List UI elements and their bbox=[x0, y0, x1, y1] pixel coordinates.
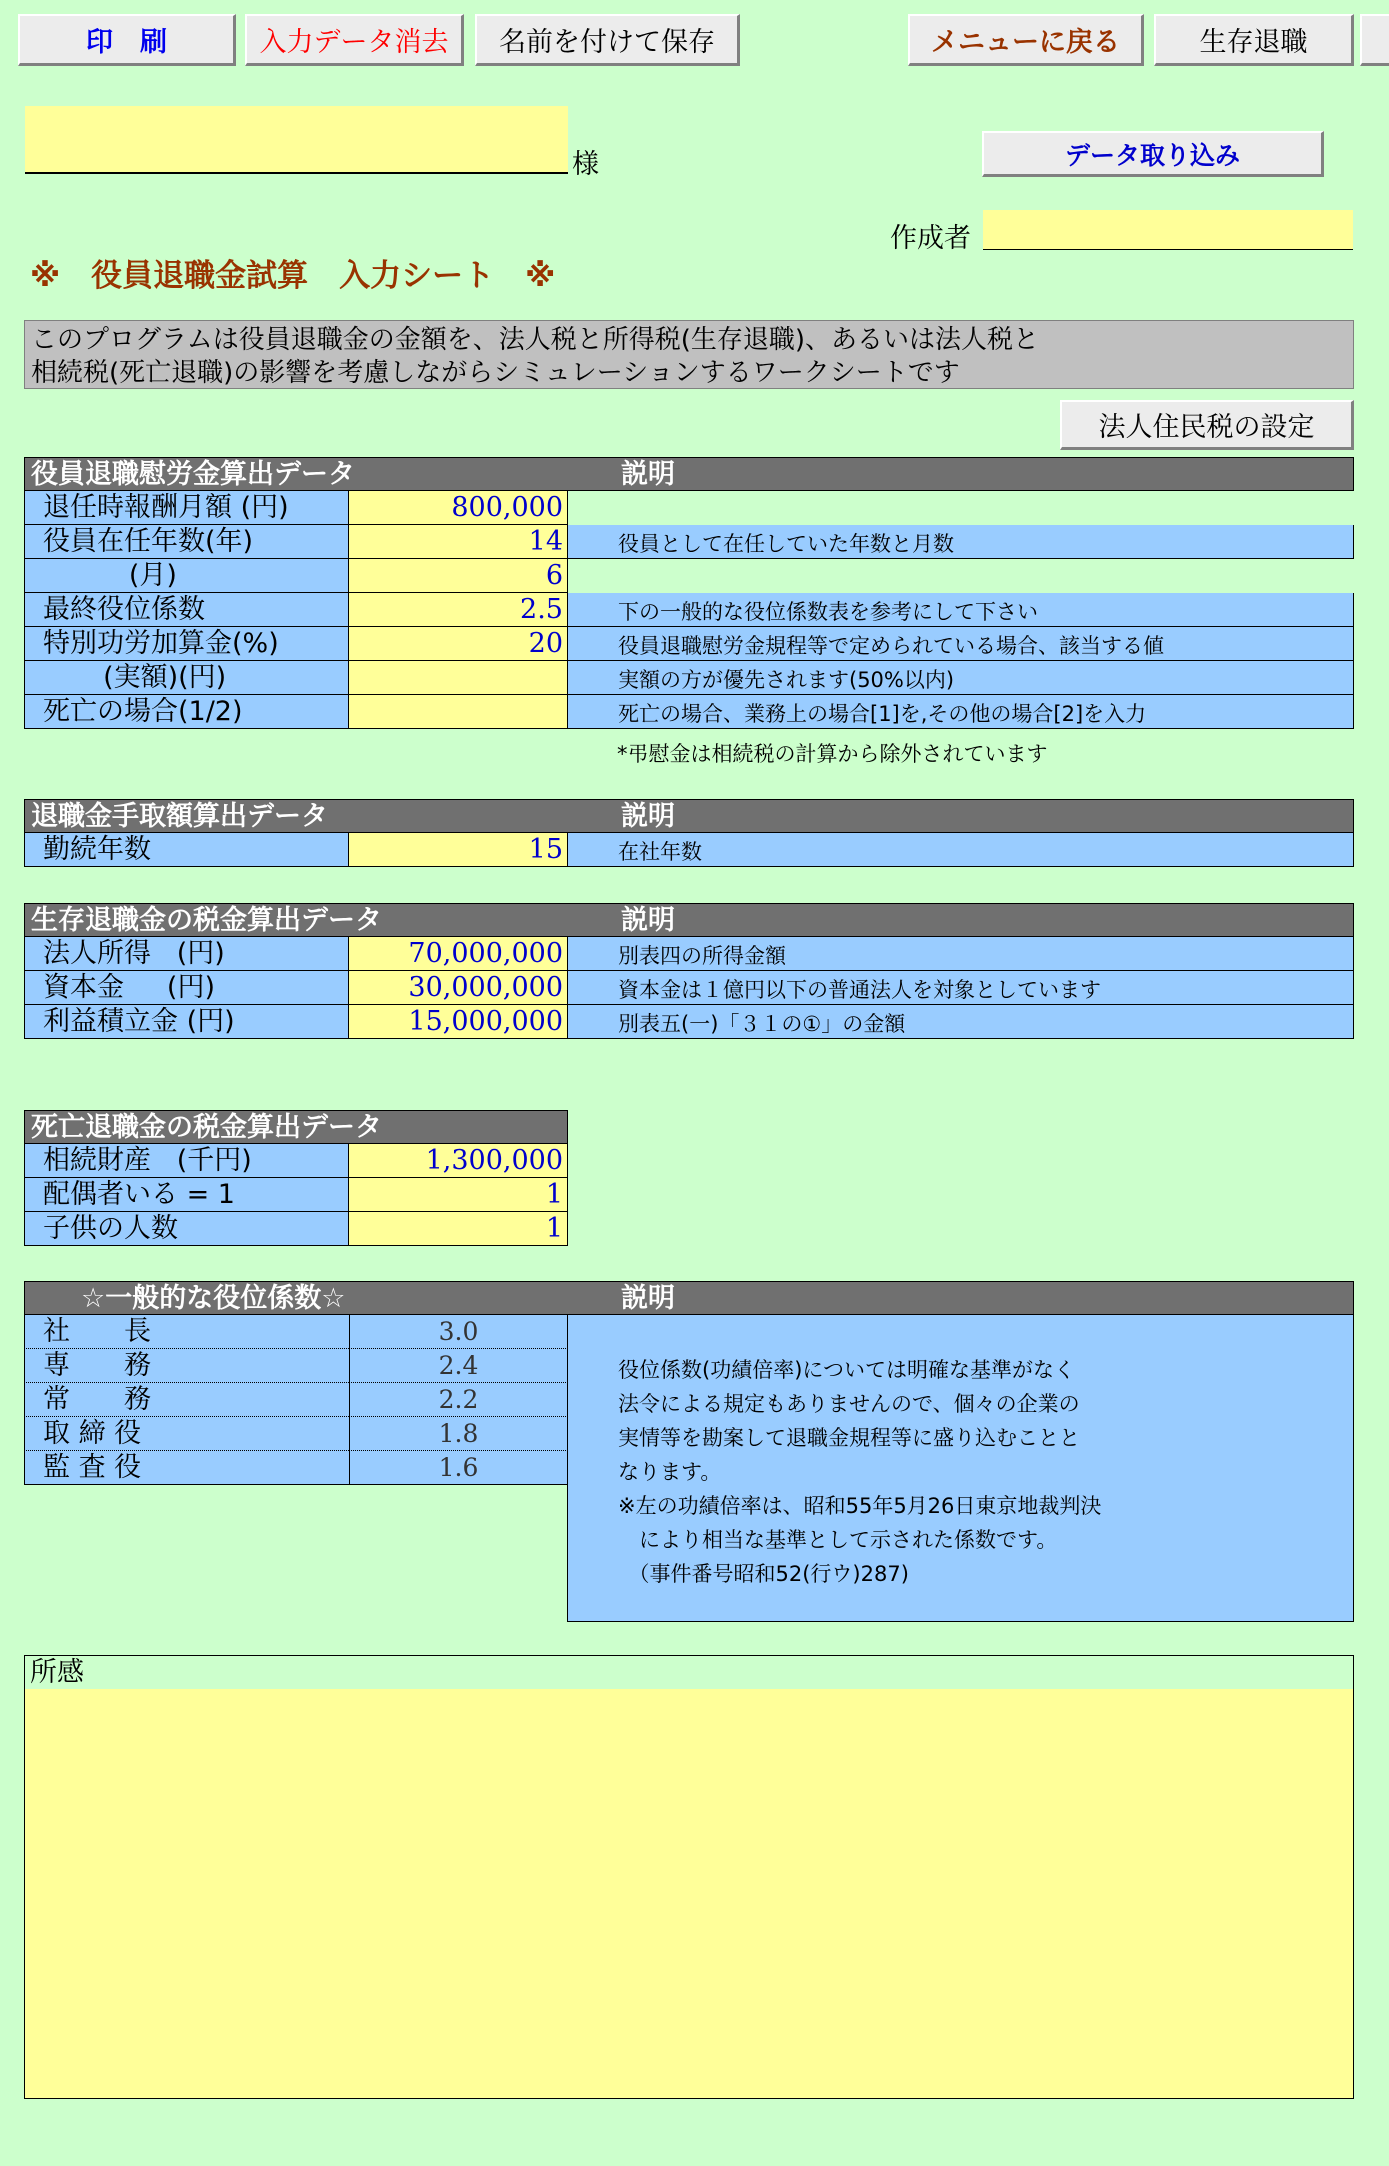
section3-row-desc: 別表五(一)「３１の①」の金額 bbox=[568, 1005, 1354, 1039]
section3-row-label: 法人所得 (円) bbox=[24, 937, 349, 971]
section3-row-desc: 資本金は１億円以下の普通法人を対象としています bbox=[568, 971, 1354, 1005]
section3-desc-header: 説明 bbox=[621, 905, 675, 936]
section5-header bbox=[24, 1281, 1354, 1315]
explanation-line: により相当な基準として示された係数です。 bbox=[618, 1528, 1058, 1552]
section1-desc-header: 説明 bbox=[621, 459, 675, 490]
section1-row-label: (月) bbox=[24, 559, 349, 593]
client-name-field[interactable] bbox=[25, 106, 568, 174]
section1-row-label: 死亡の場合(1/2) bbox=[24, 695, 349, 729]
print-button[interactable]: 印 刷 bbox=[18, 14, 236, 66]
explanation-line: 役位係数(功績倍率)については明確な基準がなく bbox=[618, 1358, 1075, 1382]
section4-row-value[interactable]: 1 bbox=[349, 1212, 568, 1246]
coefficient-role-label: 社 長 bbox=[24, 1315, 349, 1349]
section1-row-desc bbox=[568, 559, 1354, 593]
explanation-line: なります。 bbox=[618, 1460, 722, 1484]
intro-line-1: このプログラムは役員退職金の金額を、法人税と所得税(生存退職)、あるいは法人税と bbox=[31, 325, 1040, 355]
section2-header bbox=[24, 799, 1354, 833]
section1-row-value[interactable]: 14 bbox=[349, 525, 568, 559]
section1-row-value[interactable]: 800,000 bbox=[349, 491, 568, 525]
section2-row-desc: 在社年数 bbox=[568, 833, 1354, 867]
section3-row-label: 利益積立金 (円) bbox=[24, 1005, 349, 1039]
section2-row-label: 勤続年数 bbox=[24, 833, 349, 867]
client-name-suffix: 様 bbox=[572, 149, 599, 180]
section1-title: 役員退職慰労金算出データ bbox=[31, 459, 355, 490]
intro-line-2: 相続税(死亡退職)の影響を考慮しながらシミュレーションするワークシートです bbox=[31, 358, 960, 388]
section2-row-value[interactable]: 15 bbox=[349, 833, 568, 867]
coefficient-value: 3.0 bbox=[349, 1315, 568, 1349]
coefficient-value: 2.2 bbox=[349, 1383, 568, 1417]
section3-row-label: 資本金 (円) bbox=[24, 971, 349, 1005]
explanation-line: 法令による規定もありませんので、個々の企業の bbox=[618, 1392, 1080, 1416]
section1-row-label: 最終役位係数 bbox=[24, 593, 349, 627]
coefficient-value: 1.6 bbox=[349, 1451, 568, 1485]
section1-row-value[interactable]: 6 bbox=[349, 559, 568, 593]
author-field[interactable] bbox=[983, 210, 1353, 250]
section1-row-desc bbox=[568, 491, 1354, 525]
explanation-line: ※左の功績倍率は、昭和55年5月26日東京地裁判決 bbox=[618, 1494, 1102, 1518]
section5-desc-header: 説明 bbox=[621, 1283, 675, 1314]
coefficient-value: 1.8 bbox=[349, 1417, 568, 1451]
section1-row-value[interactable]: 20 bbox=[349, 627, 568, 661]
save-as-button[interactable]: 名前を付けて保存 bbox=[475, 14, 740, 66]
section2-desc-header: 説明 bbox=[621, 801, 675, 832]
section1-row-value[interactable] bbox=[349, 695, 568, 729]
coefficient-role-label: 監 査 役 bbox=[24, 1451, 349, 1485]
next-sheet-button[interactable] bbox=[1360, 14, 1389, 66]
section1-row-desc: 実額の方が優先されます(50%以内) bbox=[568, 661, 1354, 695]
remarks-box[interactable] bbox=[24, 1655, 1354, 2099]
section4-row-value[interactable]: 1,300,000 bbox=[349, 1144, 568, 1178]
coefficient-role-label: 専 務 bbox=[24, 1349, 349, 1383]
section1-note: *弔慰金は相続税の計算から除外されています bbox=[617, 742, 1048, 766]
survival-retirement-button[interactable]: 生存退職 bbox=[1154, 14, 1354, 66]
section1-row-value[interactable]: 2.5 bbox=[349, 593, 568, 627]
section3-header bbox=[24, 903, 1354, 937]
intro-text bbox=[24, 320, 1354, 389]
section4-row-label: 子供の人数 bbox=[24, 1212, 349, 1246]
section4-row-label: 相続財産 (千円) bbox=[24, 1144, 349, 1178]
section1-row-label: 退任時報酬月額 (円) bbox=[24, 491, 349, 525]
coefficient-value: 2.4 bbox=[349, 1349, 568, 1383]
section3-row-value[interactable]: 70,000,000 bbox=[349, 937, 568, 971]
section5-title: ☆一般的な役位係数☆ bbox=[81, 1283, 346, 1314]
section1-row-desc: 下の一般的な役位係数表を参考にして下さい bbox=[568, 593, 1354, 627]
section4-title: 死亡退職金の税金算出データ bbox=[31, 1112, 382, 1143]
role-coefficient-explanation bbox=[567, 1315, 1354, 1622]
sheet-title: ※ 役員退職金試算 入力シート ※ bbox=[30, 258, 556, 294]
clear-input-button[interactable]: 入力データ消去 bbox=[245, 14, 464, 66]
section1-row-label: 役員在任年数(年) bbox=[24, 525, 349, 559]
section4-header bbox=[24, 1110, 568, 1144]
explanation-line: 実情等を勘案して退職金規程等に盛り込むことと bbox=[618, 1426, 1080, 1450]
section3-row-value[interactable]: 15,000,000 bbox=[349, 1005, 568, 1039]
section3-row-desc: 別表四の所得金額 bbox=[568, 937, 1354, 971]
section1-row-desc: 死亡の場合、業務上の場合[1]を,その他の場合[2]を入力 bbox=[568, 695, 1354, 729]
remarks-field[interactable] bbox=[25, 1689, 1353, 1697]
section3-row-value[interactable]: 30,000,000 bbox=[349, 971, 568, 1005]
section3-title: 生存退職金の税金算出データ bbox=[31, 905, 382, 936]
section1-row-label: (実額)(円) bbox=[24, 661, 349, 695]
author-label: 作成者 bbox=[890, 223, 971, 254]
coefficient-role-label: 常 務 bbox=[24, 1383, 349, 1417]
section1-row-desc: 役員として在任していた年数と月数 bbox=[568, 525, 1354, 559]
data-import-button[interactable]: データ取り込み bbox=[982, 131, 1324, 177]
back-to-menu-button[interactable]: メニューに戻る bbox=[908, 14, 1144, 66]
resident-tax-settings-button[interactable]: 法人住民税の設定 bbox=[1060, 400, 1354, 450]
section1-header bbox=[24, 457, 1354, 491]
section4-row-label: 配偶者いる = 1 bbox=[24, 1178, 349, 1212]
section1-row-desc: 役員退職慰労金規程等で定められている場合、該当する値 bbox=[568, 627, 1354, 661]
coefficient-role-label: 取 締 役 bbox=[24, 1417, 349, 1451]
section4-row-value[interactable]: 1 bbox=[349, 1178, 568, 1212]
explanation-line: （事件番号昭和52(行ウ)287) bbox=[618, 1562, 909, 1586]
section1-row-label: 特別功労加算金(%) bbox=[24, 627, 349, 661]
remarks-label: 所感 bbox=[25, 1656, 1353, 1689]
section2-title: 退職金手取額算出データ bbox=[31, 801, 328, 832]
section1-row-value[interactable] bbox=[349, 661, 568, 695]
